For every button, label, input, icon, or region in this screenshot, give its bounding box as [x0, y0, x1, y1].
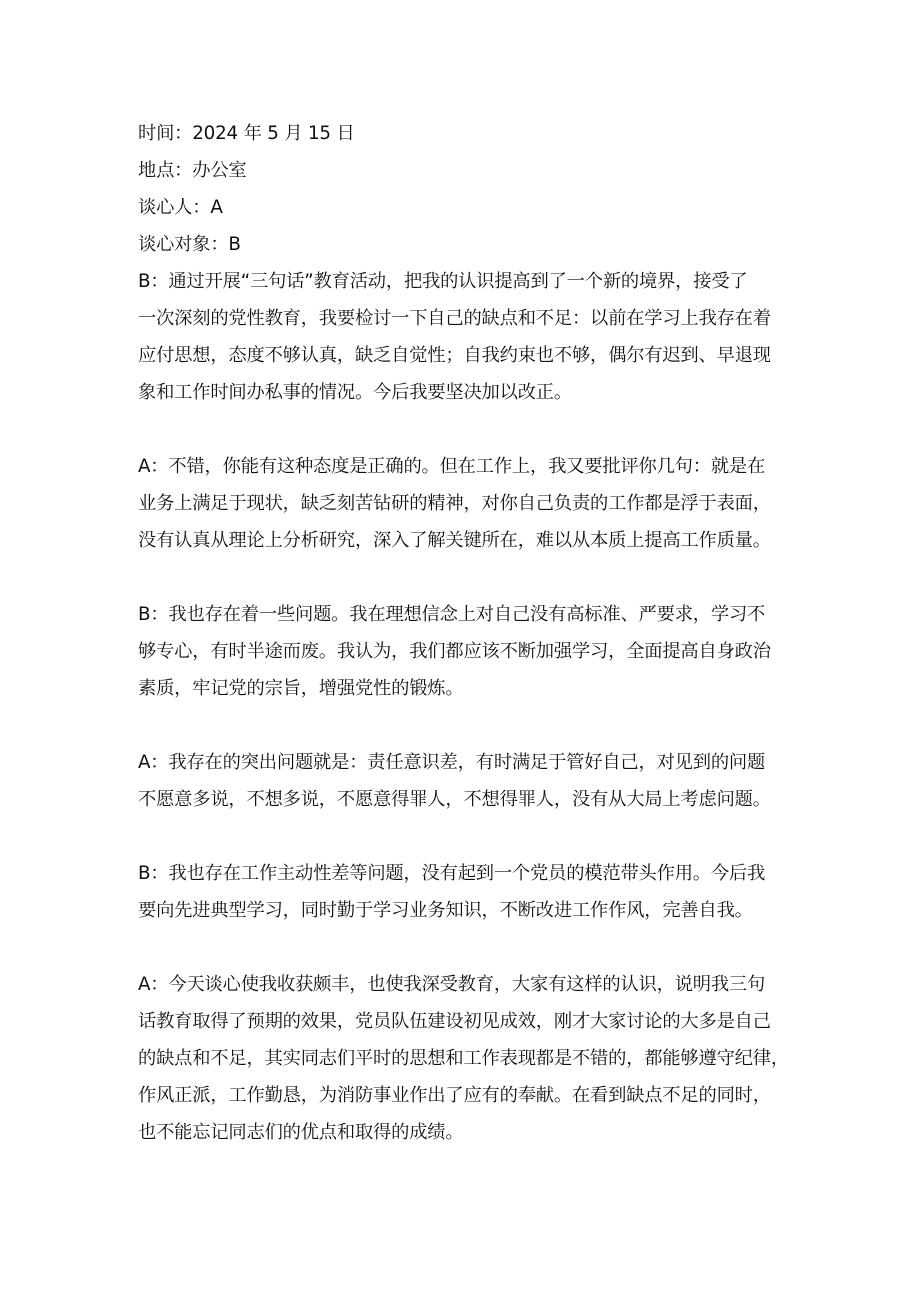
paragraph-line: 业务上满足于现状，缺乏刻苦钻研的精神，对你自己负责的工作都是浮于表面， [138, 493, 771, 514]
document-page [138, 120, 818, 1156]
meeting-target: 谈心对象：B [138, 234, 241, 255]
paragraph-gap [138, 934, 818, 971]
paragraph-line: 应付思想，态度不够认真，缺乏自觉性；自我约束也不够，偶尔有迟到、早退现 [138, 345, 771, 366]
paragraph-line: 象和工作时间办私事的情况。今后我要坚决加以改正。 [138, 382, 572, 403]
paragraph-line: B：我也存在工作主动性差等问题，没有起到一个党员的模范带头作用。今后我 [138, 863, 766, 884]
meeting-speaker: 谈心人：A [138, 197, 223, 218]
paragraph-line: B：我也存在着一些问题。我在理想信念上对自己没有高标准、严要求，学习不 [138, 604, 766, 625]
paragraph-line: 要向先进典型学习，同时勤于学习业务知识，不断改进工作作风，完善自我。 [138, 900, 753, 921]
paragraph-line: 不愿意多说，不想多说，不愿意得罪人，不想得罪人，没有从大局上考虑问题。 [138, 789, 771, 810]
paragraph-line: 没有认真从理论上分析研究，深入了解关键所在，难以从本质上提高工作质量。 [138, 530, 771, 551]
paragraph-line: 一次深刻的党性教育，我要检讨一下自己的缺点和不足：以前在学习上我存在着 [138, 308, 771, 329]
dialogue-paragraph [138, 971, 818, 1156]
paragraph-line: 的缺点和不足，其实同志们平时的思想和工作表现都是不错的，都能够遵守纪律， [138, 1048, 789, 1069]
paragraph-line: 作风正派，工作勤恳，为消防事业作出了应有的奉献。在看到缺点不足的同时， [138, 1085, 771, 1106]
paragraph-line: B：通过开展“三句话”教育活动，把我的认识提高到了一个新的境界，接受了 [138, 271, 748, 292]
dialogue-paragraph [138, 453, 818, 564]
dialogue-paragraph [138, 860, 818, 934]
paragraph-line: 够专心，有时半途而废。我认为，我们都应该不断加强学习，全面提高自身政治 [138, 641, 771, 662]
dialogue [138, 268, 818, 1156]
paragraph-gap [138, 712, 818, 749]
paragraph-gap [138, 416, 818, 453]
paragraph-line: A：今天谈心使我收获颇丰，也使我深受教育，大家有这样的认识，说明我三句 [138, 974, 766, 995]
paragraph-gap [138, 564, 818, 601]
paragraph-line: 素质，牢记党的宗旨，增强党性的锻炼。 [138, 678, 464, 699]
dialogue-paragraph [138, 749, 818, 823]
dialogue-paragraph [138, 601, 818, 712]
paragraph-line: 也不能忘记同志们的优点和取得的成绩。 [138, 1122, 464, 1143]
paragraph-line: 话教育取得了预期的效果，党员队伍建设初见成效，刚才大家讨论的大多是自己 [138, 1011, 771, 1032]
dialogue-paragraph [138, 268, 818, 416]
paragraph-line: A：不错，你能有这种态度是正确的。但在工作上，我又要批评你几句：就是在 [138, 456, 766, 477]
meeting-time: 时间：2024 年 5 月 15 日 [138, 123, 355, 144]
meeting-place: 地点：办公室 [138, 160, 247, 181]
paragraph-gap [138, 823, 818, 860]
paragraph-line: A：我存在的突出问题就是：责任意识差，有时满足于管好自己，对见到的问题 [138, 752, 766, 773]
